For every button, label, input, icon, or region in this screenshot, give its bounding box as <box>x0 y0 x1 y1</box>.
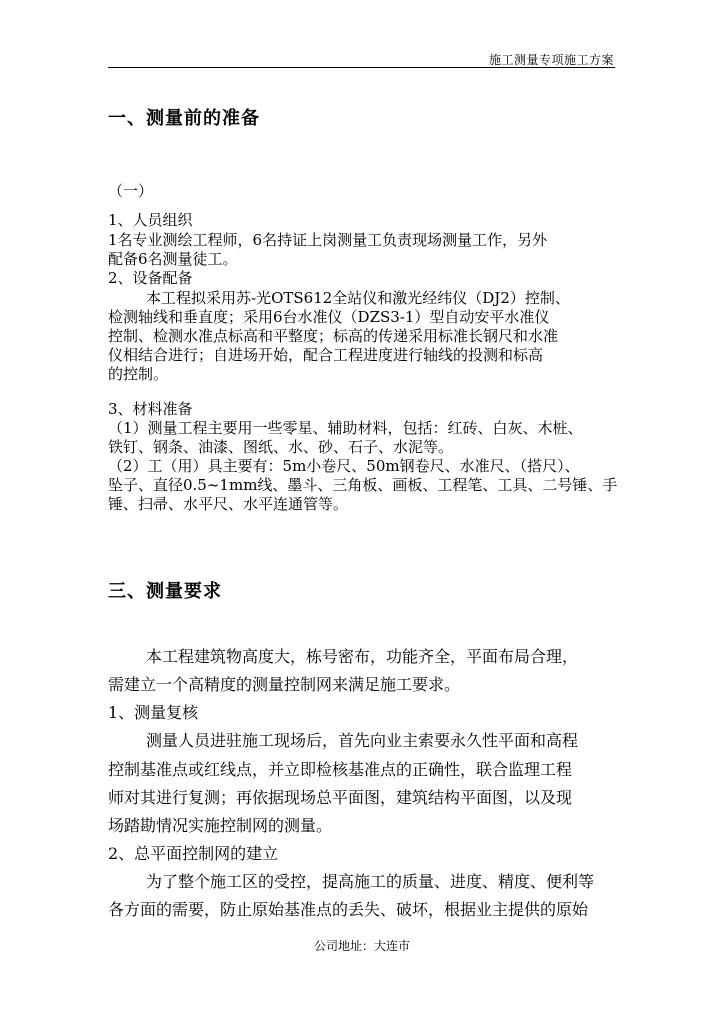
materials-line-3: （2）工（用）具主要有：5m小卷尺、50m钢卷尺、水准尺、（搭尺）、 <box>108 457 580 475</box>
review-line-3: 师对其进行复测；再依据现场总平面图，建筑结构平面图，以及现 <box>108 788 573 807</box>
equipment-line-1: 本工程拟采用苏-光OTS612全站仪和激光经纬仪（DJ2）控制、 <box>146 289 570 307</box>
equipment-line-2: 检测轴线和垂直度；采用6台水准仪（DZS3-1）型自动安平水准仪 <box>108 308 550 326</box>
equipment-line-4: 仪相结合进行；自进场开始，配合工程进度进行轴线的投测和标高 <box>108 346 544 364</box>
review-line-4: 场踏勘情况实施控制网的测量。 <box>108 816 333 835</box>
page-header-title: 施工测量专项施工方案 <box>488 53 614 67</box>
control-network-line-1: 为了整个施工区的受控，提高施工的质量、进度、精度、便利等 <box>146 872 595 891</box>
personnel-line-2: 配备6名测量徒工。 <box>108 250 238 268</box>
requirements-intro-line-2: 需建立一个高精度的测量控制网来满足施工要求。 <box>108 675 461 694</box>
header-divider <box>108 67 615 68</box>
materials-line-5: 锤、扫帚、水平尺、水平连通管等。 <box>108 495 349 513</box>
personnel-title: 1、人员组织 <box>108 211 193 229</box>
section-heading-preparation: 一、测量前的准备 <box>108 108 260 129</box>
materials-line-1: （1）测量工程主要用一些零星、辅助材料，包括：红砖、白灰、木桩、 <box>108 419 583 437</box>
personnel-line-1: 1名专业测绘工程师，6名持证上岗测量工负责现场测量工作，另外 <box>108 231 548 249</box>
requirements-intro-line-1: 本工程建筑物高度大，栋号密布，功能齐全，平面布局合理， <box>146 647 579 666</box>
page-footer: 公司地址：大连市 <box>313 939 410 953</box>
materials-line-2: 铁钉、钢条、油漆、图纸、水、砂、石子、水泥等。 <box>108 438 454 456</box>
review-line-1: 测量人员进驻施工现场后，首先向业主索要永久性平面和高程 <box>146 731 579 750</box>
control-network-line-2: 各方面的需要，防止原始基准点的丢失、破坏，根据业主提供的原始 <box>108 900 589 919</box>
equipment-line-3: 控制、检测水准点标高和平整度；标高的传递采用标准长钢尺和水准 <box>108 327 559 345</box>
control-network-title: 2、总平面控制网的建立 <box>108 844 279 863</box>
subsection-label: （一） <box>108 182 154 200</box>
section-heading-requirements: 三、测量要求 <box>108 581 222 602</box>
review-line-2: 控制基准点或红线点，并立即检核基准点的正确性，联合监理工程 <box>108 760 573 779</box>
equipment-line-5: 的控制。 <box>108 365 169 383</box>
review-title: 1、测量复核 <box>108 703 199 722</box>
materials-line-4: 坠子、直径0.5~1mm线、墨斗、三角板、画板、工程笔、工具、二号锤、手 <box>108 476 618 494</box>
materials-title: 3、材料准备 <box>108 400 193 418</box>
equipment-title: 2、设备配备 <box>108 269 193 287</box>
